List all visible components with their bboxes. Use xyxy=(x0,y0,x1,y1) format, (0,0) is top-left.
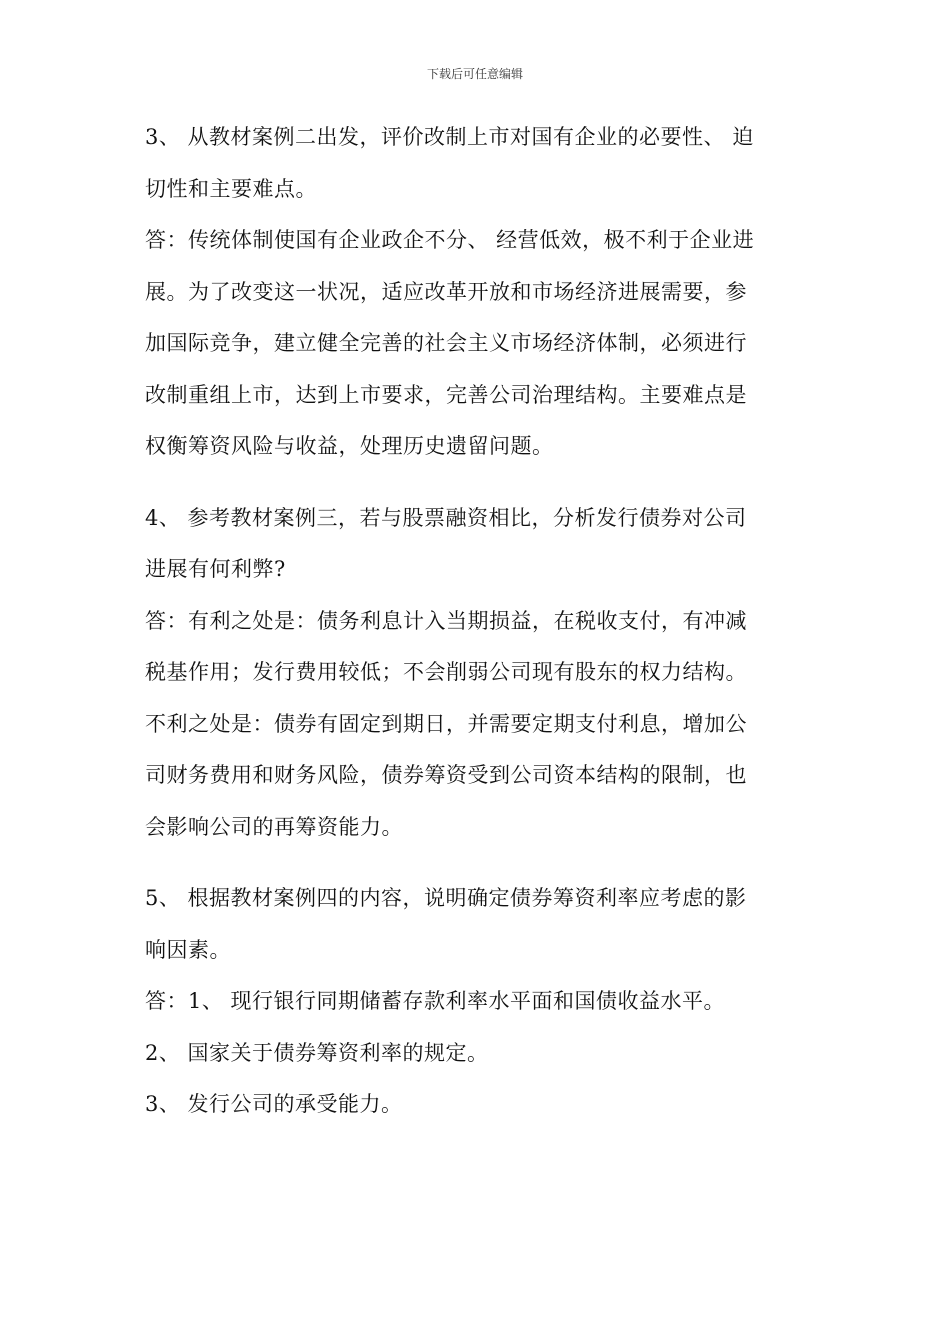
question-block-3 xyxy=(145,112,807,473)
section-spacer xyxy=(145,473,807,493)
answer-line: 不利之处是：债券有固定到期日，并需要定期支付利息，增加公 xyxy=(145,711,747,736)
question-block-5 xyxy=(145,873,807,1131)
question-block-4 xyxy=(145,493,807,854)
answer-line: 答：有利之处是：债务利息计入当期损益，在税收支付，有冲减 xyxy=(145,608,747,633)
answer-line: 答：1、 现行银行同期储蓄存款利率水平面和国债收益水平。 xyxy=(145,989,726,1013)
question-line: 4、 参考教材案例三，若与股票融资相比，分析发行债券对公司 xyxy=(145,505,747,530)
page-header: 下载后可任意编辑 xyxy=(426,67,523,81)
section-spacer xyxy=(145,853,807,873)
answer-line: 3、 发行公司的承受能力。 xyxy=(145,1092,403,1116)
question-line: 进展有何利弊? xyxy=(145,557,286,581)
question-line: 切性和主要难点。 xyxy=(145,176,317,201)
question-line: 5、 根据教材案例四的内容，说明确定债券筹资利率应考虑的影 xyxy=(145,886,747,910)
question-line: 响因素。 xyxy=(145,937,231,962)
document-body xyxy=(145,112,807,1131)
answer-line: 权衡筹资风险与收益，处理历史遗留问题。 xyxy=(145,434,554,458)
answer-line: 改制重组上市，达到上市要求，完善公司治理结构。主要难点是 xyxy=(145,382,747,407)
answer-line: 加国际竞争，建立健全完善的社会主义市场经济体制，必须进行 xyxy=(145,331,747,355)
answer-line: 司财务费用和财务风险，债券筹资受到公司资本结构的限制，也 xyxy=(145,763,747,787)
answer-line: 2、 国家关于债券筹资利率的规定。 xyxy=(145,1040,489,1065)
answer-line: 会影响公司的再筹资能力。 xyxy=(145,814,403,839)
answer-line: 答：传统体制使国有企业政企不分、 经营低效，极不利于企业进 xyxy=(145,228,755,252)
question-line: 3、 从教材案例二出发，评价改制上市对国有企业的必要性、 迫 xyxy=(145,125,754,149)
answer-line: 展。为了改变这一状况，适应改革开放和市场经济进展需要，参 xyxy=(145,279,747,304)
answer-line: 税基作用；发行费用较低；不会削弱公司现有股东的权力结构。 xyxy=(145,660,747,684)
